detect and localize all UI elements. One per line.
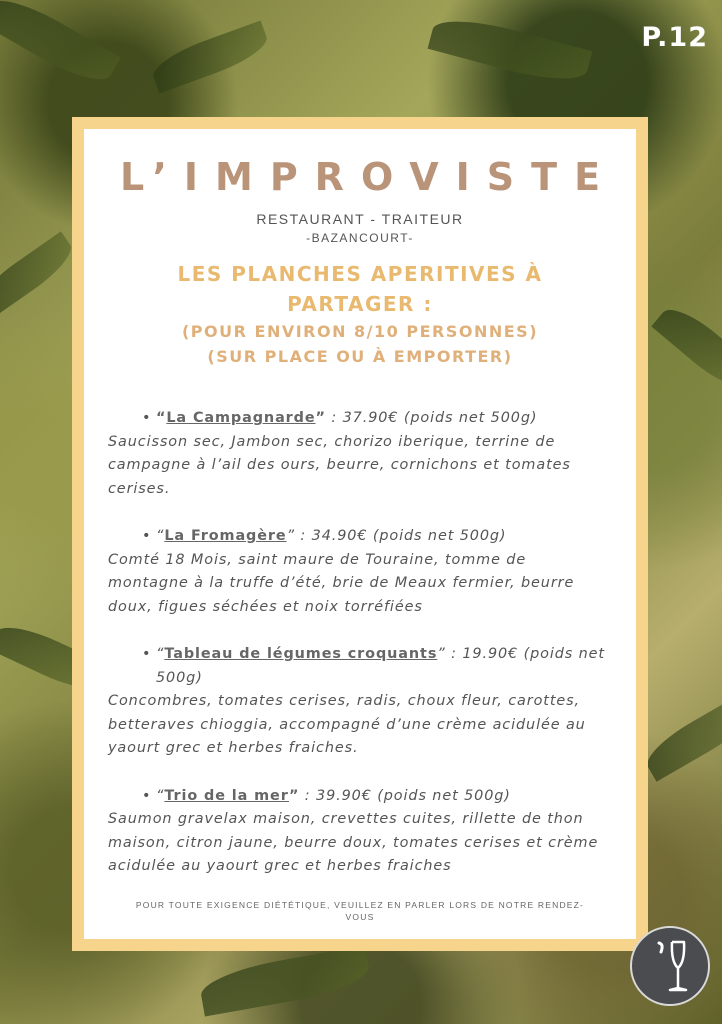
page-number: P.12 [641,22,708,53]
background-leaf [0,0,121,92]
menu-item-name: Trio de la mer [164,787,289,804]
brand-name: L’IMPROVISTE [119,155,618,199]
menu-item-header [132,525,606,549]
quote-open: “ [156,528,165,544]
menu-card [84,129,636,939]
quote-close: ” [286,528,295,544]
background-leaf [651,299,722,397]
menu-items [84,407,636,879]
quote-close: ” [315,410,326,426]
background-leaf [428,10,593,90]
menu-item [108,785,606,879]
menu-item-price: : 39.90€ (poids net 500g) [299,787,511,804]
section-note-service: (SUR PLACE OU À EMPORTER) [207,347,513,366]
brand-location: -BAZANCOURT- [306,231,414,245]
background-leaf [0,231,79,320]
menu-item-name: Tableau de légumes croquants [164,646,438,662]
menu-card-frame [72,117,648,951]
section-heading: LES PLANCHES APERITIVES À PARTAGER : [177,262,543,316]
menu-item-description: Comté 18 Mois, saint maure de Touraine, tomme de montagne à la truffe d’été, brie de Meaux fermier, beurre doux, figues séchées et noix torréfiées [108,551,575,615]
dietary-footer-note: POUR TOUTE EXIGENCE DIÉTÉTIQUE, VEUILLEZ EN PARLER LORS DE NOTRE RENDEZ-VOUS [135,900,585,922]
menu-item-price: : 34.90€ (poids net 500g) [294,528,507,544]
menu-item-header [132,643,606,690]
menu-item [108,407,606,501]
menu-item-price: : 37.90€ (poids net 500g) [325,410,538,426]
quote-open: “ [156,646,165,662]
quote-close: ” [437,646,446,662]
menu-item-header [132,785,606,809]
menu-item-header [132,407,606,431]
background-leaf [640,692,722,781]
menu-item-name: La Campagnarde [166,410,316,426]
section-note-guests: (POUR ENVIRON 8/10 PERSONNES) [181,322,539,341]
menu-item-description: Saumon gravelax maison, crevettes cuites, rillette de thon maison, citron jaune, beurre doux, tomates cerises et crème acidulée au yaourt grec et herbes fraiches [108,811,599,874]
menu-item [108,525,606,619]
menu-item-name: La Fromagère [164,528,287,544]
background-leaf [148,21,272,94]
quote-close: ” [288,787,300,804]
background-leaf [198,946,373,1017]
wine-glass-icon [632,928,708,1004]
quote-open: “ [156,410,167,426]
menu-item-price: : 19.90€ (poids net 500g) [156,646,605,686]
menu-item-description: Concombres, tomates cerises, radis, choux fleur, carottes, betteraves chioggia, accompagné d’une crème acidulée au yaourt grec et herbes fraiches. [108,693,586,756]
menu-item-description: Saucisson sec, Jambon sec, chorizo iberique, terrine de campagne à l’ail des ours, beurre, cornichons et tomates cerises. [108,433,571,497]
quote-open: “ [156,787,165,804]
menu-item [108,643,606,761]
logo [630,926,710,1006]
brand-subtitle: RESTAURANT - TRAITEUR [256,211,464,227]
